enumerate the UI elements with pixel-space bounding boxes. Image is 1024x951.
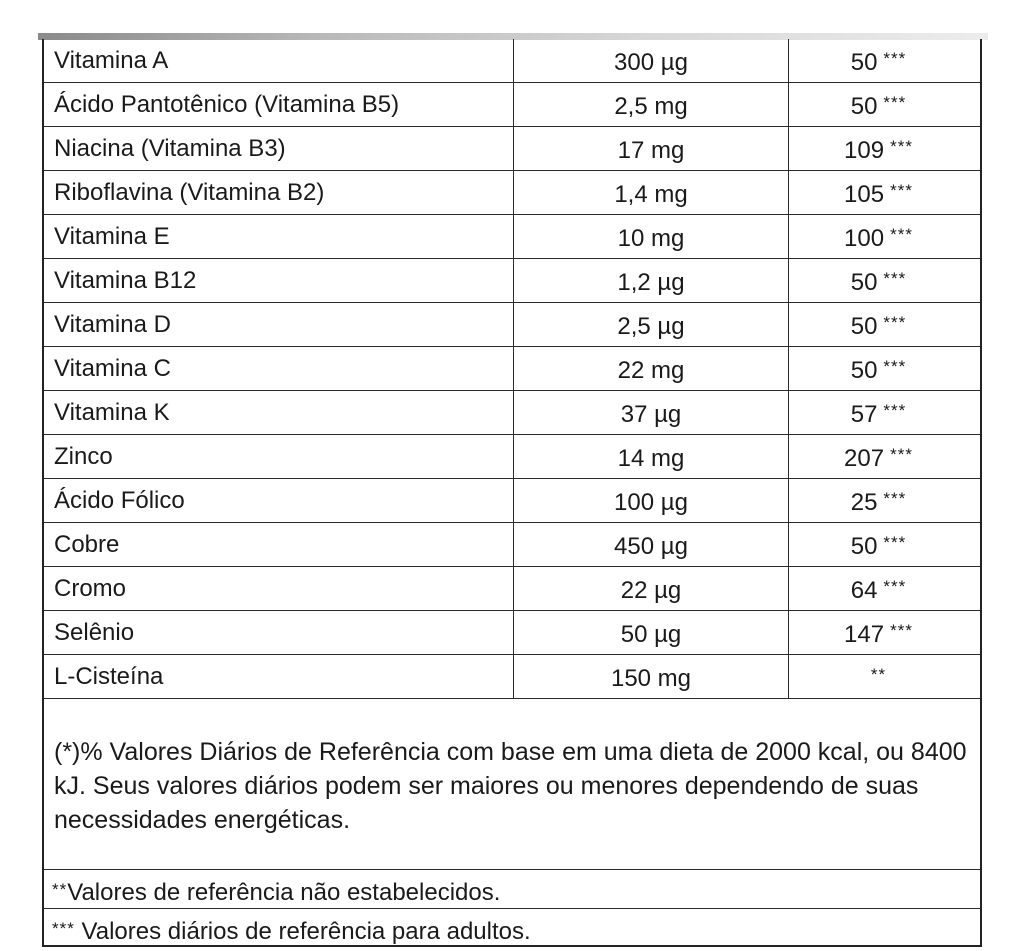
daily-value-number: 50 — [850, 49, 878, 76]
nutrient-name: Riboflavina (Vitamina B2) — [44, 171, 514, 215]
nutrient-amount: 14 mg — [514, 435, 789, 479]
table-row — [44, 303, 980, 347]
daily-value-marker: *** — [883, 49, 907, 68]
nutrient-amount: 150 mg — [514, 655, 789, 699]
table-row — [44, 171, 980, 215]
footnote-not-established — [44, 869, 980, 908]
nutrition-info-sheet — [42, 39, 982, 947]
footnote-text: Valores de referência não estabelecidos. — [67, 879, 501, 906]
table-row — [44, 347, 980, 391]
daily-value-marker: *** — [890, 621, 913, 640]
footnote-daily-values: (*)% Valores Diários de Referência com base em uma dieta de 2000 kcal, ou 8400 kJ. Seus valores diários podem ser maiores ou menores dependendo de suas necessidades energéticas. — [54, 738, 967, 834]
nutrient-name: Cobre — [44, 523, 514, 567]
nutrient-name: Niacina (Vitamina B3) — [44, 127, 514, 171]
daily-value-number: 100 — [844, 225, 885, 252]
daily-value-marker: *** — [883, 313, 907, 332]
daily-value-number: 50 — [850, 93, 878, 120]
daily-value-marker: *** — [883, 533, 907, 552]
nutrient-name: Ácido Pantotênico (Vitamina B5) — [44, 83, 514, 127]
table-row — [44, 391, 980, 435]
nutrient-name: L-Cisteína — [44, 655, 514, 699]
nutrient-amount: 50 µg — [514, 611, 789, 655]
nutrient-table-body — [44, 39, 980, 698]
daily-value-marker: *** — [883, 401, 907, 420]
nutrient-daily-value — [789, 83, 981, 127]
nutrient-daily-value — [789, 523, 981, 567]
table-row — [44, 39, 980, 83]
nutrient-name: Vitamina E — [44, 215, 514, 259]
daily-value-number: 105 — [844, 181, 885, 208]
table-row — [44, 215, 980, 259]
daily-value-number: 50 — [850, 533, 878, 560]
nutrient-name: Vitamina B12 — [44, 259, 514, 303]
daily-value-marker: *** — [883, 489, 907, 508]
nutrient-name: Zinco — [44, 435, 514, 479]
daily-value-number: 50 — [850, 313, 878, 340]
daily-value-number: 207 — [844, 445, 885, 472]
nutrient-daily-value — [789, 567, 981, 611]
nutrient-daily-value — [789, 435, 981, 479]
nutrient-daily-value — [789, 391, 981, 435]
nutrient-name: Vitamina D — [44, 303, 514, 347]
table-row — [44, 83, 980, 127]
nutrient-amount: 450 µg — [514, 523, 789, 567]
nutrient-daily-value — [789, 259, 981, 303]
daily-value-number: 147 — [844, 621, 885, 648]
nutrient-table — [44, 39, 980, 698]
nutrient-name: Selênio — [44, 611, 514, 655]
table-row — [44, 655, 980, 699]
nutrient-daily-value — [789, 127, 981, 171]
nutrient-daily-value — [789, 479, 981, 523]
table-row — [44, 435, 980, 479]
footnotes — [44, 698, 980, 945]
table-row — [44, 259, 980, 303]
nutrient-amount: 17 mg — [514, 127, 789, 171]
nutrient-name: Ácido Fólico — [44, 479, 514, 523]
nutrient-name: Cromo — [44, 567, 514, 611]
daily-value-marker: *** — [890, 137, 913, 156]
nutrient-amount: 100 µg — [514, 479, 789, 523]
footnote-adults — [44, 908, 980, 945]
nutrient-amount: 1,2 µg — [514, 259, 789, 303]
footnote-marker: *** — [52, 919, 75, 938]
nutrient-amount: 37 µg — [514, 391, 789, 435]
nutrient-amount: 300 µg — [514, 39, 789, 83]
daily-value-number: 50 — [850, 357, 878, 384]
footnote-text: Valores diários de referência para adultos. — [74, 918, 531, 945]
table-row — [44, 523, 980, 567]
daily-value-number: 50 — [850, 269, 878, 296]
daily-value-marker: *** — [883, 577, 907, 596]
nutrient-name: Vitamina K — [44, 391, 514, 435]
nutrient-daily-value — [789, 215, 981, 259]
daily-value-marker: *** — [883, 357, 907, 376]
table-row — [44, 611, 980, 655]
nutrient-daily-value — [789, 39, 981, 83]
nutrient-amount: 2,5 mg — [514, 83, 789, 127]
nutrient-amount: 22 µg — [514, 567, 789, 611]
daily-value-number: 64 — [850, 577, 878, 604]
nutrient-daily-value — [789, 171, 981, 215]
daily-value-marker: *** — [883, 269, 907, 288]
daily-value-marker: *** — [890, 445, 913, 464]
table-row — [44, 479, 980, 523]
daily-value-marker: *** — [890, 225, 913, 244]
footnote-marker: ** — [52, 880, 68, 899]
daily-value-number: 57 — [850, 401, 878, 428]
daily-value-marker: *** — [883, 93, 907, 112]
nutrient-name: Vitamina A — [44, 39, 514, 83]
nutrient-amount: 2,5 µg — [514, 303, 789, 347]
table-row — [44, 127, 980, 171]
daily-value-marker: *** — [890, 181, 913, 200]
table-row — [44, 567, 980, 611]
nutrient-daily-value — [789, 611, 981, 655]
nutrient-daily-value — [789, 655, 981, 699]
daily-value-number: 109 — [844, 137, 885, 164]
daily-value-number: 25 — [850, 489, 878, 516]
nutrient-daily-value — [789, 303, 981, 347]
nutrient-daily-value — [789, 347, 981, 391]
daily-value-marker: ** — [870, 665, 887, 684]
nutrient-amount: 10 mg — [514, 215, 789, 259]
nutrient-name: Vitamina C — [44, 347, 514, 391]
nutrient-amount: 1,4 mg — [514, 171, 789, 215]
nutrient-amount: 22 mg — [514, 347, 789, 391]
